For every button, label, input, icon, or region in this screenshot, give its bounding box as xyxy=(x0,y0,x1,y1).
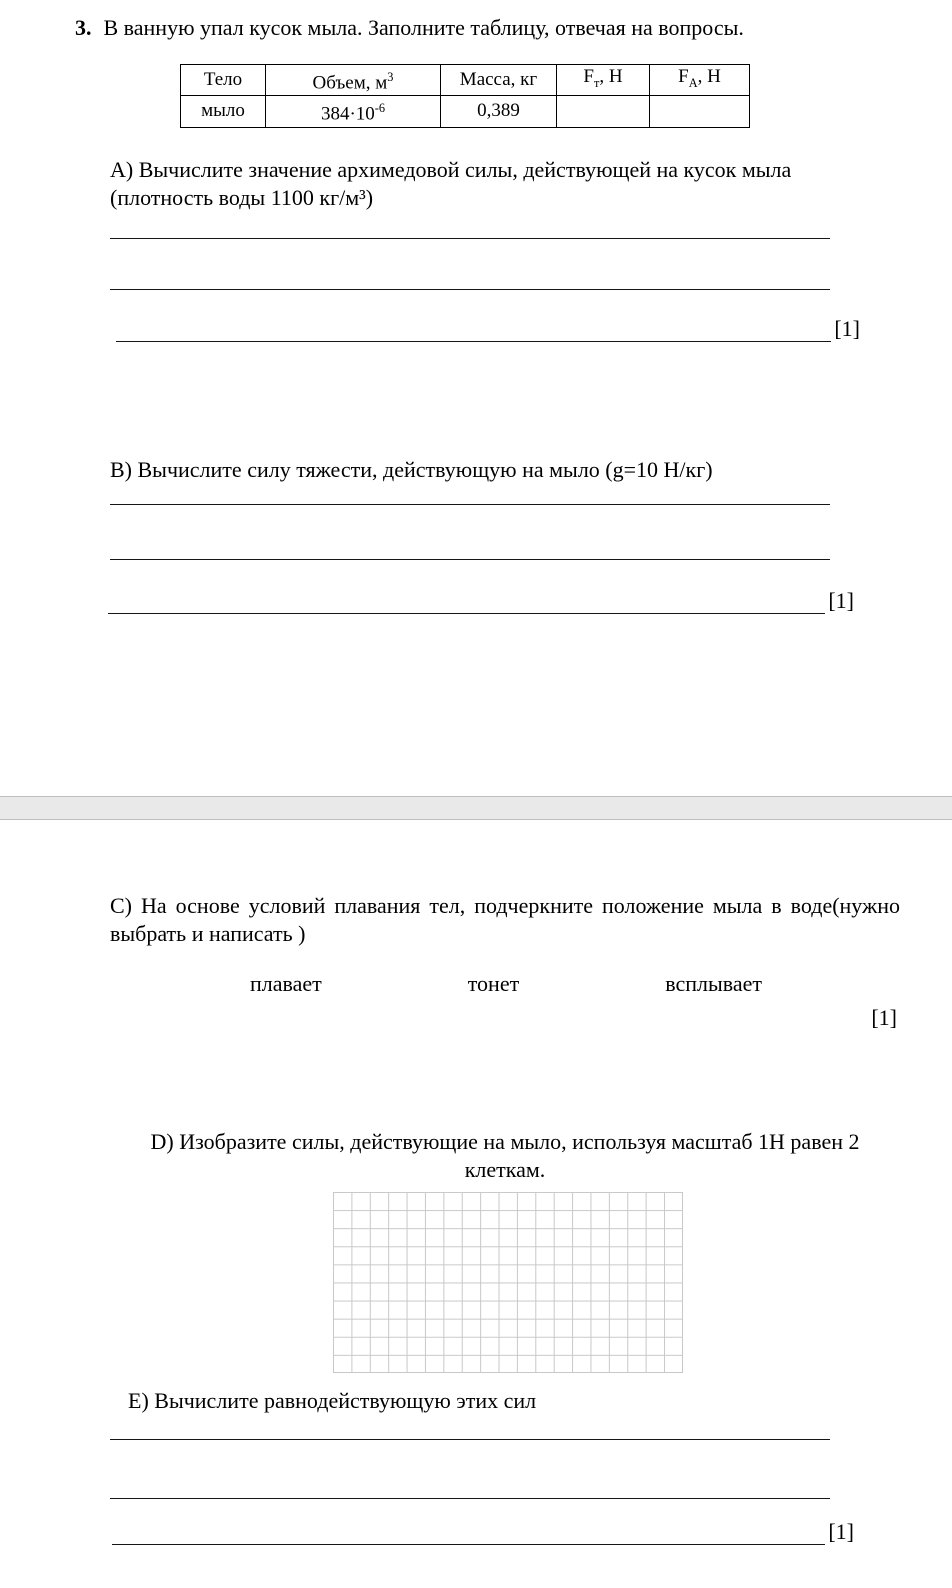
answer-line xyxy=(110,1498,830,1499)
score-badge: [1] xyxy=(828,587,854,613)
cell-volume xyxy=(266,96,441,127)
answer-line xyxy=(108,613,825,614)
cell-body: мыло xyxy=(181,96,266,127)
cell-archimedes-force-empty xyxy=(650,96,750,127)
cell-mass: 0,389 xyxy=(441,96,557,127)
header-fa-symbol: F xyxy=(678,66,689,88)
values-table xyxy=(180,64,750,128)
score-badge: [1] xyxy=(828,1518,854,1544)
answer-line xyxy=(116,341,831,342)
cell-gravity-force-empty xyxy=(557,96,650,127)
question-number: 3. xyxy=(75,15,92,40)
part-c-text: С) На основе условий плавания тел, подчеркните положение мыла в воде(нужно выбрать и написать ) xyxy=(110,892,900,946)
part-d-text: D) Изобразите силы, действующие на мыло, используя масштаб 1Н равен 2 клеткам. xyxy=(150,1128,860,1182)
answer-line xyxy=(110,1439,830,1440)
part-e-text: Е) Вычислите равнодействующую этих сил xyxy=(128,1387,537,1413)
header-ft-unit: , Н xyxy=(599,66,623,88)
option-rises: всплывает xyxy=(665,970,762,996)
option-sinks: тонет xyxy=(467,970,520,996)
answer-line xyxy=(110,238,830,239)
floating-options xyxy=(250,970,762,998)
score-badge: [1] xyxy=(871,1004,897,1030)
header-gravity-force xyxy=(557,65,650,96)
header-ft-symbol: F xyxy=(583,66,594,88)
answer-line xyxy=(110,504,830,505)
table-header-row xyxy=(181,65,750,96)
header-volume-text: Объем, м xyxy=(312,72,388,94)
answer-line-with-score xyxy=(108,588,854,614)
header-volume-sup: 3 xyxy=(387,70,394,84)
header-fa-unit: , Н xyxy=(697,66,721,88)
part-a-text: А) Вычислите значение архимедовой силы, действующей на кусок мыла (плотность воды 1100 кг/м³) xyxy=(110,156,792,210)
header-body: Тело xyxy=(181,65,266,96)
table-data-row xyxy=(181,96,750,127)
drawing-grid xyxy=(333,1192,683,1373)
answer-line xyxy=(112,1544,825,1545)
page-break-strip xyxy=(0,796,952,820)
score-badge: [1] xyxy=(834,315,860,341)
answer-line xyxy=(110,559,830,560)
option-floats: плавает xyxy=(250,970,322,996)
answer-line-with-score xyxy=(112,1519,854,1545)
header-volume xyxy=(266,65,441,96)
question-text: В ванную упал кусок мыла. Заполните таблицу, отвечая на вопросы. xyxy=(103,15,744,40)
header-mass: Масса, кг xyxy=(441,65,557,96)
cell-volume-sup: -6 xyxy=(374,101,386,116)
cell-volume-text: 384·10 xyxy=(320,103,375,125)
answer-line xyxy=(110,289,830,290)
header-archimedes-force xyxy=(650,65,750,96)
header-fa-sub: A xyxy=(688,76,698,91)
answer-line-with-score xyxy=(116,316,860,342)
part-b-text: В) Вычислите силу тяжести, действующую на мыло (g=10 Н/кг) xyxy=(110,456,713,482)
header-ft-sub: т xyxy=(593,76,600,91)
question-title xyxy=(75,14,897,42)
